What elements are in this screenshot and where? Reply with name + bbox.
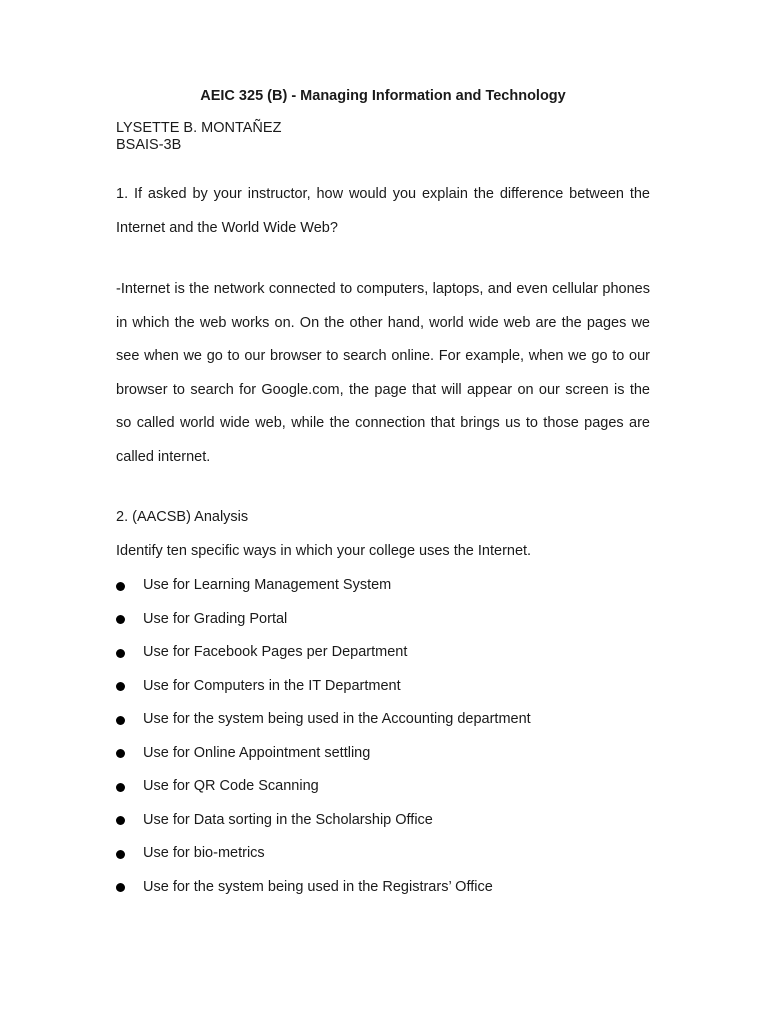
bullet-icon — [116, 615, 125, 624]
list-item — [116, 737, 531, 771]
list-item — [116, 603, 531, 637]
list-item-text: Use for Computers in the IT Department — [143, 677, 401, 694]
bullet-icon — [116, 682, 125, 691]
author-name: LYSETTE B. MONTAÑEZ — [116, 120, 282, 136]
list-item — [116, 804, 531, 838]
list-item-text: Use for Data sorting in the Scholarship Office — [143, 811, 433, 828]
bullet-icon — [116, 850, 125, 859]
list-item-text: Use for Online Appointment settling — [143, 744, 371, 761]
list-item-text: Use for Facebook Pages per Department — [143, 644, 408, 660]
author-block — [116, 120, 281, 154]
list-item-text: Use for the system being used in the Registrars’ Office — [143, 878, 493, 895]
list-item-text: Use for Grading Portal — [143, 610, 288, 627]
list-item-text: Use for Learning Management System — [143, 577, 392, 593]
list-item-text: Use for bio-metrics — [143, 845, 265, 861]
list-item — [116, 871, 531, 905]
bullet-icon — [116, 716, 125, 725]
author-program: BSAIS-3B — [116, 137, 182, 153]
bullet-icon — [116, 816, 125, 825]
bullet-icon — [116, 582, 125, 591]
list-item — [116, 837, 531, 871]
bullet-icon — [116, 883, 125, 892]
bullet-icon — [116, 649, 125, 658]
document-title: AEIC 325 (B) - Managing Information and Technology — [200, 88, 566, 104]
answer-1: -Internet is the network connected to computers, laptops, and even cellular phones in which the web works on. On the other hand, world wide web are the pages we see when we go to our browser to search online. For example, when we go to our browser to search for Google.com, the page that will appear on our screen is the so called world wide web, while the connection that brings us to those pages are called internet. — [116, 281, 650, 465]
list-item — [116, 636, 531, 670]
bullet-icon — [116, 749, 125, 758]
list-item-text: Use for the system being used in the Accounting department — [143, 711, 531, 727]
question-1: 1. If asked by your instructor, how would you explain the difference between the Internet and the World Wide Web? — [116, 186, 650, 236]
bullet-icon — [116, 783, 125, 792]
list-item-text: Use for QR Code Scanning — [143, 778, 319, 794]
list-item — [116, 770, 531, 804]
question-2-prompt: Identify ten specific ways in which your college uses the Internet. — [116, 543, 532, 559]
list-item — [116, 670, 531, 704]
internet-uses-list — [116, 569, 531, 904]
question-2-heading: 2. (AACSB) Analysis — [116, 509, 249, 525]
list-item — [116, 569, 531, 603]
list-item — [116, 703, 531, 737]
